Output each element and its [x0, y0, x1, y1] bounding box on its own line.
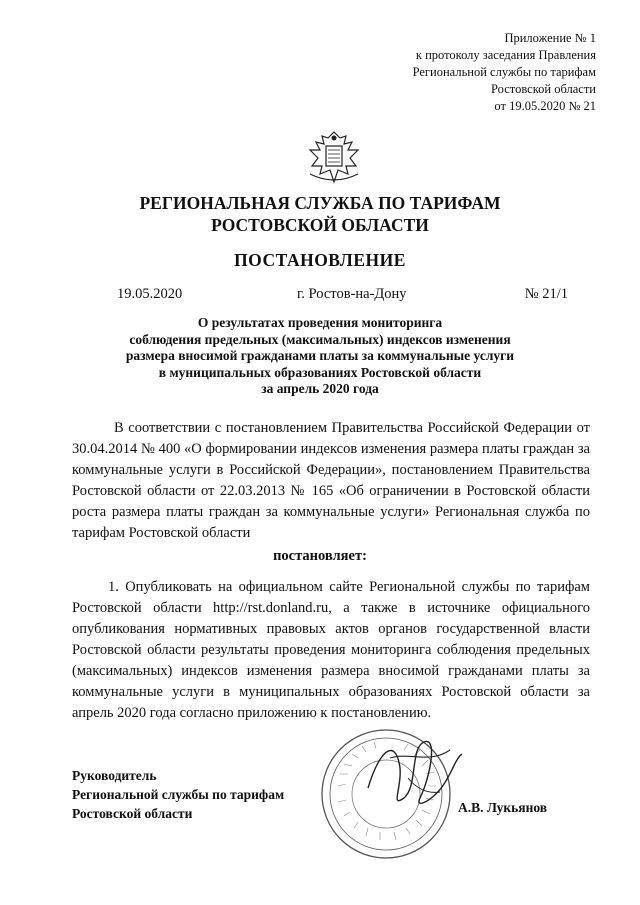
appendix-line: Приложение № 1 [504, 31, 596, 45]
subject-line: О результатах проведения мониторинга [197, 315, 443, 330]
signatory-position [72, 766, 284, 823]
appendix-line: к протоколу заседания Правления [415, 48, 596, 62]
appendix-line: Ростовской области [491, 82, 596, 96]
appendix-line: Региональной службы по тарифам [412, 65, 596, 79]
appendix-note [413, 30, 596, 115]
subject-line: в муниципальных образованиях Ростовской области [158, 364, 482, 380]
document-date: 19.05.2020 [117, 286, 183, 302]
appendix-line: от 19.05.2020 № 21 [494, 99, 596, 113]
coat-of-arms-icon [300, 128, 368, 186]
document-subject [0, 315, 640, 398]
subject-line: за апрель 2020 года [261, 381, 379, 396]
document-number: № 21/1 [524, 286, 568, 302]
position-line: Региональной службы по тарифам [72, 787, 285, 802]
subject-line: соблюдения предельных (максимальных) индексов изменения [129, 331, 511, 347]
document-type: ПОСТАНОВЛЕНИЕ [234, 250, 406, 270]
org-title-line2: РОСТОВСКОЙ ОБЛАСТИ [211, 215, 429, 235]
position-line: Ростовской области [72, 806, 193, 821]
decision-paragraph: 1. Опубликовать на официальном сайте Региональной службы по тарифам Ростовской области http://rst.donland.ru, а также в источнике официального опубликования нормативных правовых актов органов государственной власти Ростовской области результаты проведения мониторинга соблюдения предельных (максимальных) индексов изменения размера вносимой гражданами платы за коммунальные услуги в муниципальных образованиях Ростовской области за апрель 2020 года согласно приложению к постановлению. [72, 579, 590, 721]
position-line: Руководитель [72, 768, 157, 783]
signatory-name: А.В. Лукьянов [458, 800, 548, 815]
document-city: г. Ростов-на-Дону [297, 286, 407, 302]
decree-word: постановляет: [273, 548, 367, 564]
subject-line: размера вносимой гражданами платы за коммунальные услуги [125, 348, 515, 363]
org-title-line1: РЕГИОНАЛЬНАЯ СЛУЖБА ПО ТАРИФАМ [139, 193, 501, 213]
handwritten-signature-icon [360, 728, 470, 828]
preamble-paragraph: В соответствии с постановлением Правительства Российской Федерации от 30.04.2014 № 400 «О формировании индексов изменения размера платы граждан за коммунальные услуги в Российской Федерации», постановлением Правительства Ростовской области от 22.03.2013 № 165 «Об ограничении в Ростовской области роста размера платы граждан за коммунальные услуги» Региональная служба по тарифам Ростовской области [72, 420, 590, 541]
